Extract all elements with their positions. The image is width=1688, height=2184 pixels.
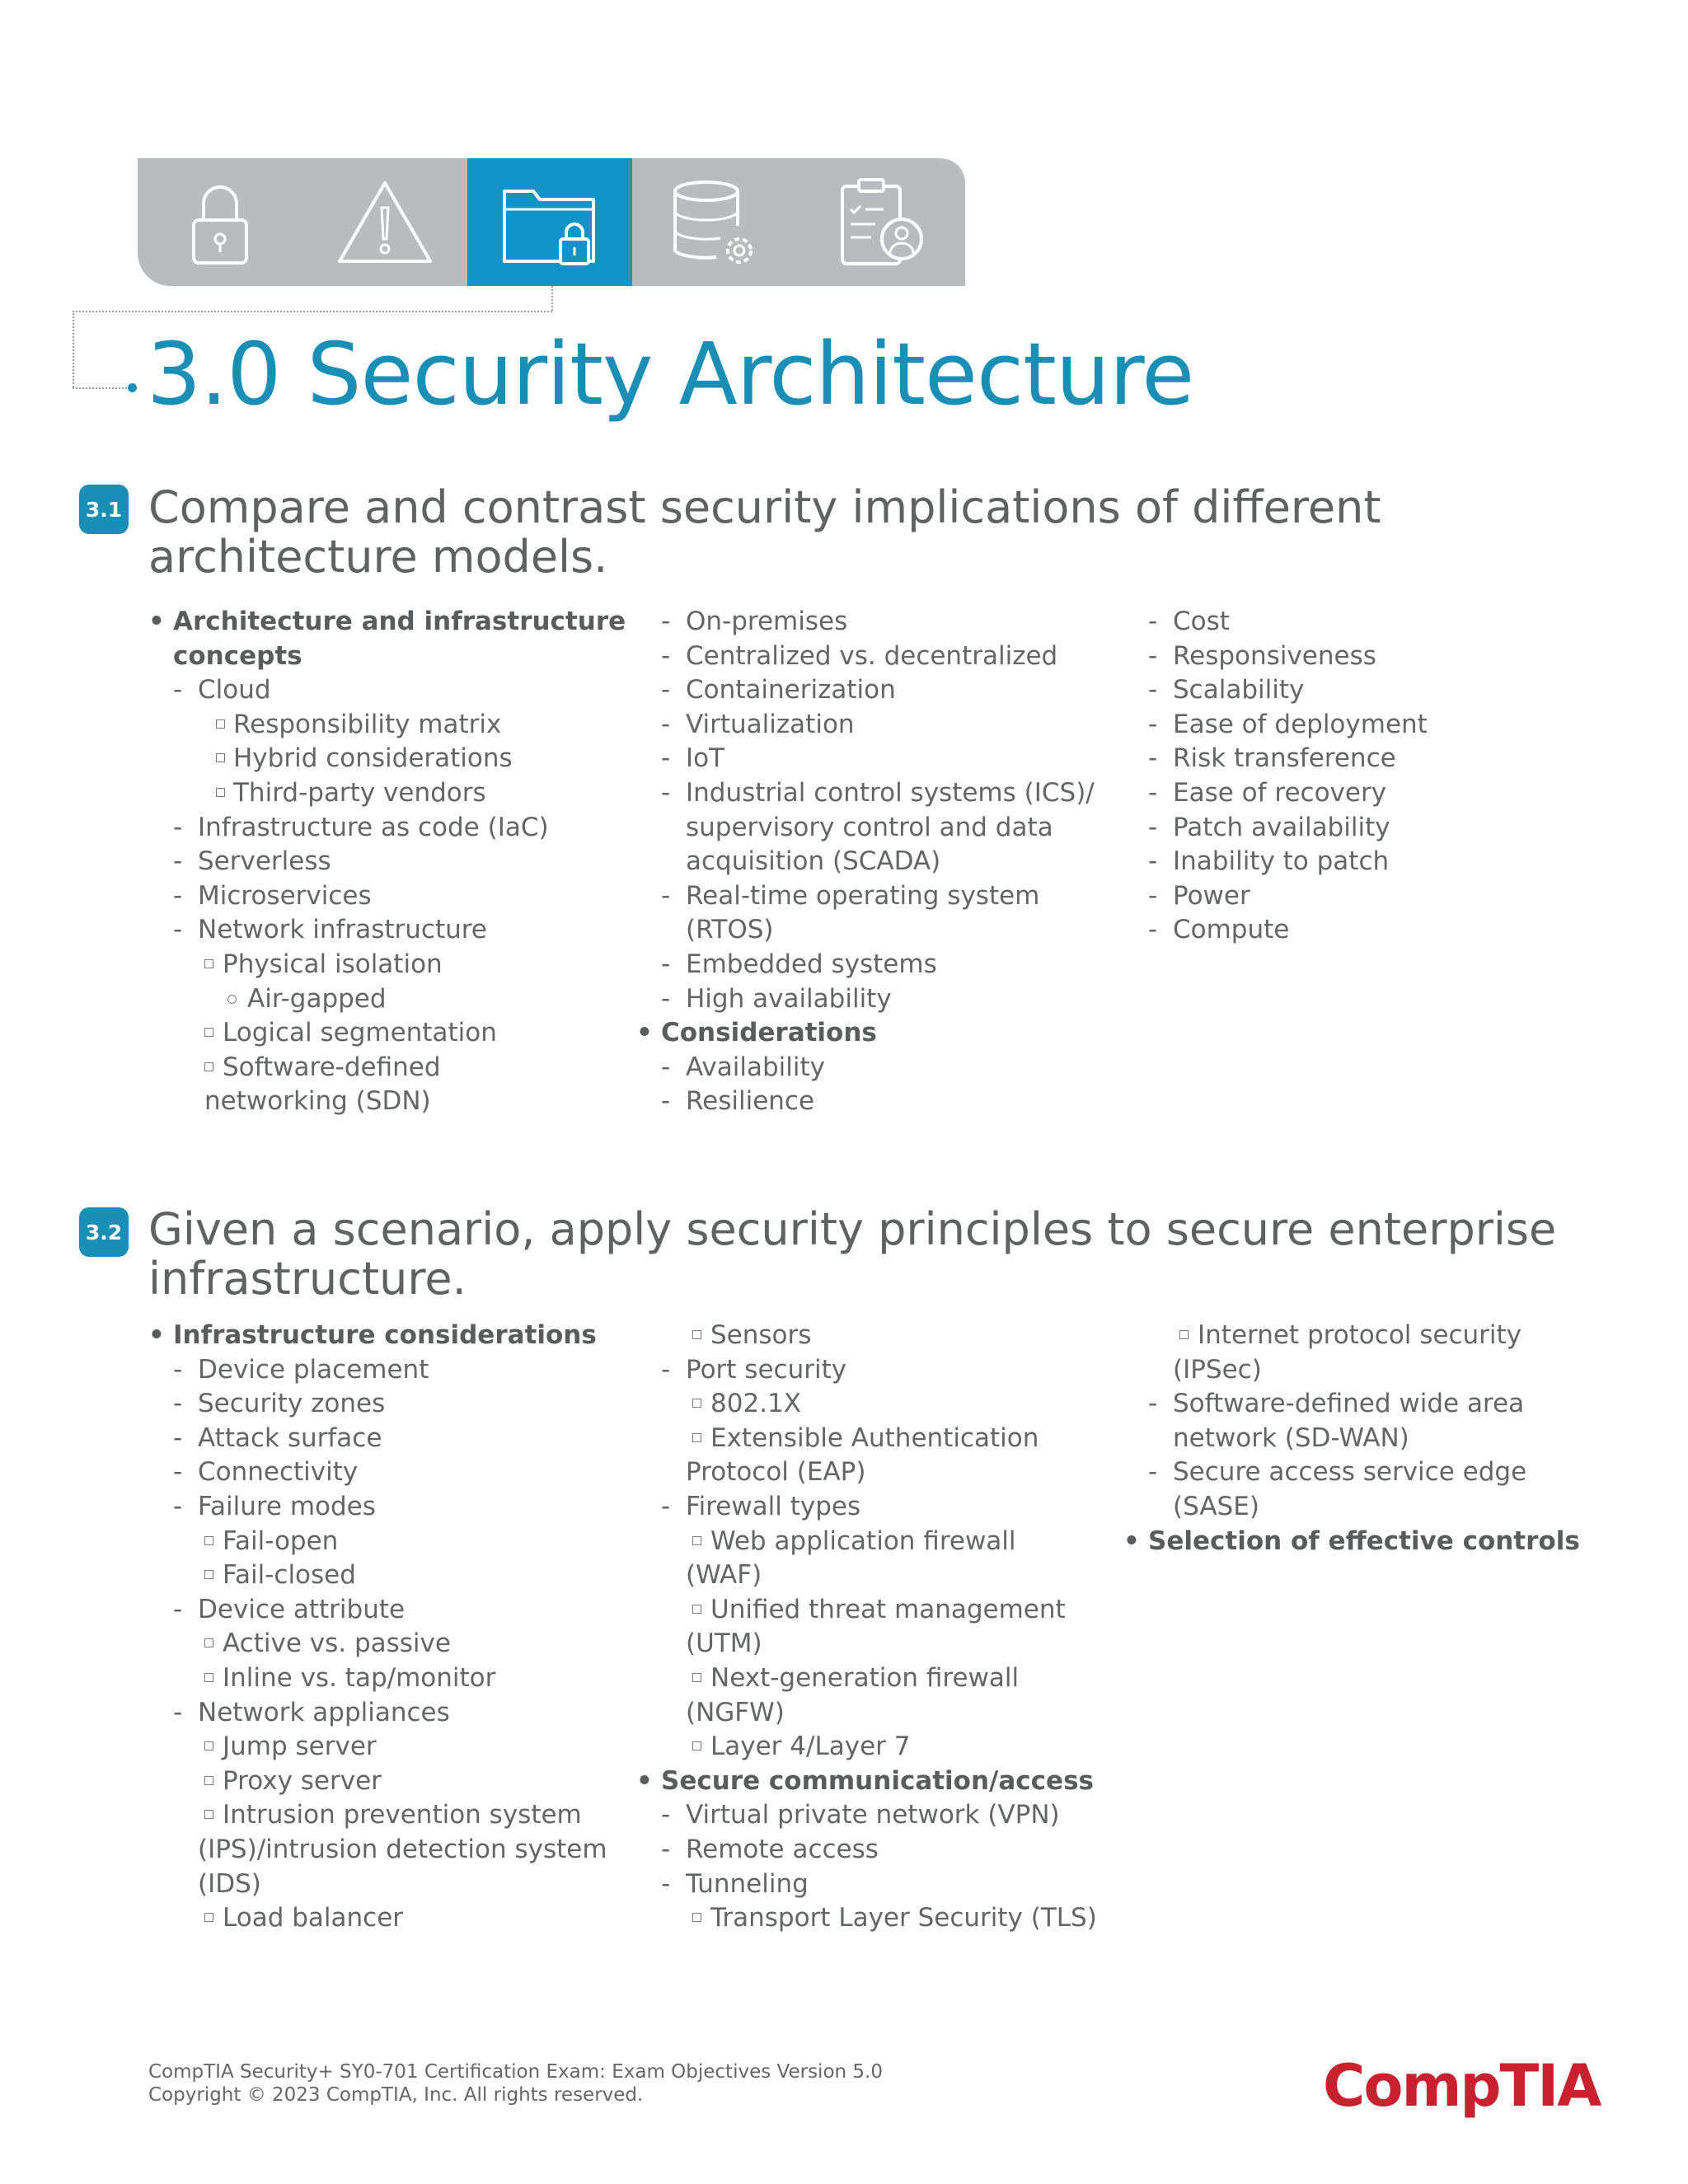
database-gear-icon [661, 175, 768, 269]
list-item: - On-premises [636, 605, 1095, 640]
list-item: Internet protocol security [1123, 1319, 1580, 1353]
list-item: - Power [1123, 879, 1428, 914]
list-item: - Virtualization [636, 708, 1095, 743]
list-item: - Resilience [636, 1085, 1095, 1119]
warning-icon [331, 175, 438, 269]
list-item: Extensible Authentication [636, 1422, 1097, 1456]
list-item: - Tunneling [636, 1868, 1097, 1902]
connector-line [73, 387, 130, 389]
list-item: - Microservices [148, 879, 626, 914]
footer-copyright: Copyright © 2023 CompTIA, Inc. All rights reserved. [148, 2084, 644, 2106]
list-item: - Embedded systems [636, 948, 1095, 982]
section-badge: 3.1 [79, 485, 129, 534]
list-item: - Network appliances [148, 1696, 607, 1731]
list-item: Sensors [636, 1319, 1097, 1353]
list-item: Software-defined [148, 1051, 626, 1085]
list-item: - Software-defined wide area [1123, 1387, 1580, 1422]
list-item-continuation: Protocol (EAP) [686, 1457, 866, 1488]
list-item-continuation: (NGFW) [686, 1697, 785, 1727]
tab-database[interactable] [632, 158, 797, 286]
list-item: - Containerization [636, 673, 1095, 708]
list-item: Transport Layer Security (TLS) [636, 1901, 1097, 1936]
objectives-column [1123, 1319, 1580, 1558]
list-item: - Scalability [1123, 673, 1428, 708]
list-item: Third-party vendors [148, 776, 626, 811]
list-item: - Responsiveness [1123, 640, 1428, 674]
list-item: Inline vs. tap/monitor [148, 1661, 607, 1696]
folder-lock-icon [496, 175, 603, 269]
page-title: 3.0 Security Architecture [147, 324, 1194, 424]
list-item: - Secure access service edge [1123, 1455, 1580, 1490]
list-item: - Ease of deployment [1123, 708, 1428, 743]
footer-line: CompTIA Security+ SY0-701 Certification Exam: Exam Objectives Version 5.0 [148, 2061, 883, 2083]
list-item: Jump server [148, 1730, 607, 1765]
list-item: - Availability [636, 1051, 1095, 1085]
list-item: Unified threat management [636, 1593, 1097, 1628]
list-item: - Industrial control systems (ICS)/ [636, 776, 1095, 811]
list-item-continuation: concepts [173, 640, 302, 671]
list-item-continuation: network (SD-WAN) [1173, 1422, 1409, 1453]
list-item: - Centralized vs. decentralized [636, 640, 1095, 674]
list-item: Intrusion prevention system [148, 1798, 607, 1833]
list-item: • Architecture and infrastructure [148, 605, 626, 640]
list-item: Active vs. passive [148, 1627, 607, 1661]
list-item: - Device attribute [148, 1593, 607, 1628]
list-item: Fail-open [148, 1525, 607, 1559]
connector-line [73, 311, 552, 312]
lock-icon [166, 175, 274, 269]
list-item: - Security zones [148, 1387, 607, 1422]
list-item-continuation: (RTOS) [686, 915, 774, 945]
list-item: - Virtual private network (VPN) [636, 1798, 1097, 1833]
list-item: - Inability to patch [1123, 845, 1428, 879]
tab-warning[interactable] [302, 158, 467, 286]
connector-line [551, 286, 553, 311]
list-item: • Considerations [636, 1016, 1095, 1051]
list-item: - Risk transference [1123, 742, 1428, 776]
category-tab-bar [138, 158, 965, 286]
list-item: 802.1X [636, 1387, 1097, 1422]
section-badge: 3.2 [79, 1207, 129, 1257]
objectives-column [636, 605, 1095, 1119]
list-item: Next-generation firewall [636, 1661, 1097, 1696]
list-item: • Secure communication/access [636, 1765, 1097, 1799]
objectives-column [148, 1319, 607, 1936]
objectives-column [1123, 605, 1428, 948]
list-item: Physical isolation [148, 948, 626, 982]
list-item: - Compute [1123, 913, 1428, 948]
objectives-column [148, 605, 626, 1119]
section-heading: Given a scenario, apply security principles to secure enterprise infrastructure. [148, 1203, 1557, 1305]
list-item: - Remote access [636, 1833, 1097, 1868]
list-item: Air-gapped [148, 982, 626, 1017]
list-item-continuation: (UTM) [686, 1629, 762, 1659]
tab-clipboard[interactable] [797, 158, 962, 286]
list-item: - Infrastructure as code (IaC) [148, 811, 626, 846]
list-item: Fail-closed [148, 1558, 607, 1593]
list-item: Logical segmentation [148, 1016, 626, 1051]
list-item: Proxy server [148, 1765, 607, 1799]
list-item: Hybrid considerations [148, 742, 626, 776]
tab-folder-lock[interactable] [467, 158, 632, 286]
list-item: - Failure modes [148, 1490, 607, 1525]
list-item: - Real-time operating system [636, 879, 1095, 914]
list-item-continuation: (SASE) [1173, 1491, 1259, 1521]
list-item: - Firewall types [636, 1490, 1097, 1525]
list-item: • Infrastructure considerations [148, 1319, 607, 1353]
list-item: • Selection of effective controls [1123, 1525, 1580, 1559]
list-item: - Connectivity [148, 1455, 607, 1490]
list-item: - Ease of recovery [1123, 776, 1428, 811]
list-item-continuation: (IDS) [198, 1868, 261, 1899]
list-item: - Cost [1123, 605, 1428, 640]
section-heading: Compare and contrast security implications of different architecture models. [148, 481, 1381, 583]
footer [148, 2060, 883, 2107]
list-item: - High availability [636, 982, 1095, 1017]
list-item: Responsibility matrix [148, 708, 626, 743]
clipboard-user-icon [826, 175, 933, 269]
list-item: Web application firewall [636, 1525, 1097, 1559]
connector-line [73, 311, 74, 387]
list-item-continuation: networking (SDN) [204, 1086, 431, 1117]
list-item: - Patch availability [1123, 811, 1428, 846]
list-item: - Serverless [148, 845, 626, 879]
list-item-continuation: (IPSec) [1173, 1354, 1262, 1385]
list-item: Layer 4/Layer 7 [636, 1730, 1097, 1765]
list-item: Load balancer [148, 1901, 607, 1936]
list-item-continuation: acquisition (SCADA) [686, 846, 941, 877]
tab-lock[interactable] [138, 158, 302, 286]
list-item: - Port security [636, 1353, 1097, 1388]
list-item: - Device placement [148, 1353, 607, 1388]
list-item-continuation: (WAF) [686, 1560, 762, 1591]
list-item-continuation: supervisory control and data [686, 812, 1053, 842]
list-item: - Network infrastructure [148, 913, 626, 948]
list-item: - Cloud [148, 673, 626, 708]
list-item: - IoT [636, 742, 1095, 776]
list-item: - Attack surface [148, 1422, 607, 1456]
list-item-continuation: (IPS)/intrusion detection system [198, 1834, 607, 1864]
connector-dot [128, 383, 137, 392]
comptia-logo: CompTIA [1323, 2052, 1601, 2120]
objectives-column [636, 1319, 1097, 1936]
